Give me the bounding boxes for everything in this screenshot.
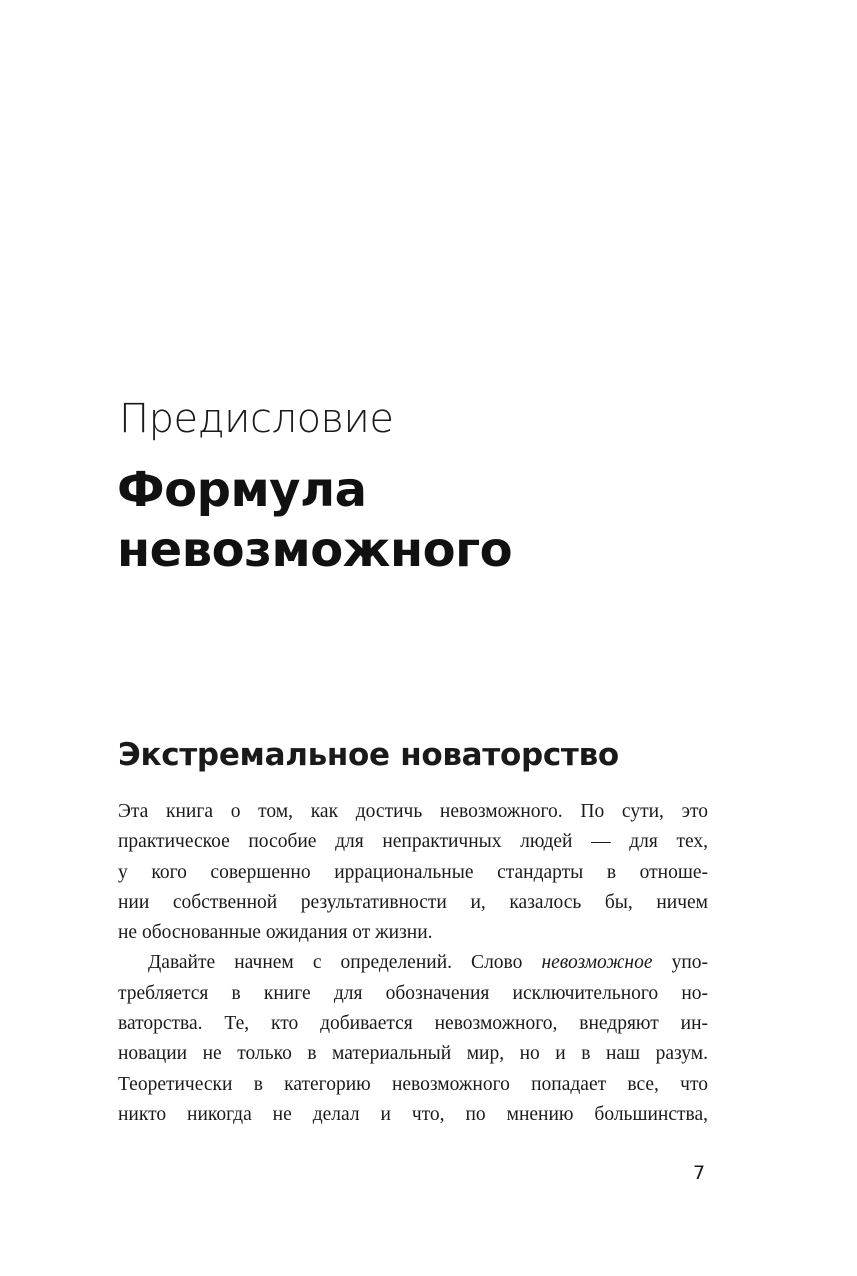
text-line: нии собственной результативности и, казалось бы, ничем [118,891,708,913]
section-heading: Экстремальное новаторство [118,737,619,773]
text-line: Теоретически в категорию невозможного попадает все, что [118,1073,708,1095]
chapter-title-line-1: Формула [117,462,367,518]
text-line: новации не только в материальный мир, но и в наш разум. [118,1043,708,1065]
text-line: требляется в книге для обозначения исключительного но- [118,982,708,1004]
body-text [118,797,708,1130]
chapter-title-line-2: невозможного [117,522,513,578]
page-number: 7 [693,1162,706,1184]
text-line: практическое пособие для непрактичных людей — для тех, [118,831,708,853]
chapter-title [117,460,512,580]
paragraph-1 [118,797,708,948]
text-line: у кого совершенно иррациональные стандарты в отноше- [118,861,708,883]
text-line [118,948,708,978]
text-line: не обоснованные ожидания от жизни. [118,922,433,944]
text-segment: упо- [652,952,708,974]
paragraph-2 [118,948,708,1130]
text-line: Эта книга о том, как достичь невозможного. По сути, это [118,801,708,822]
text-segment: Давайте начнем с определений. Слово [148,952,542,974]
text-line: никто никогда не делал и что, по мнению большинства, [118,1103,708,1125]
text-line: ваторства. Те, кто добивается невозможного, внедряют ин- [118,1013,708,1035]
preface-label: Предисловие [119,396,394,442]
emphasized-word: невозможное [541,952,653,974]
